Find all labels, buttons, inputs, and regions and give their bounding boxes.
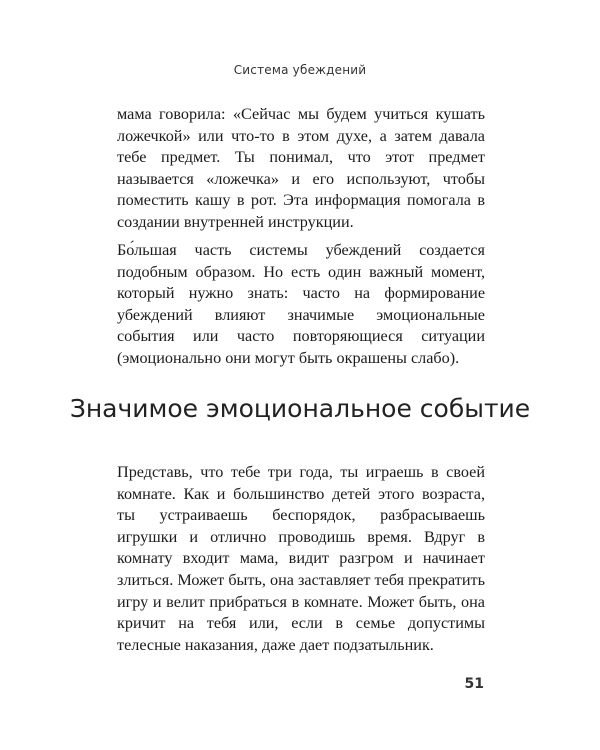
paragraph-2: Бо́льшая часть системы убеждений создается подобным образом. Но есть один важный момент, который нужно знать: часто на формирование убеждений влияют значимые эмоциональные события или часто повторяющиеся ситуации (эмоционально они могут быть окрашены слабо).	[117, 241, 485, 367]
page-number: 51	[464, 676, 484, 692]
section-heading: Значимое эмоциональное событие	[69, 394, 531, 423]
paragraph-1: мама говорила: «Сейчас мы будем учиться кушать ложечкой» или что-то в этом духе, а затем давала тебе предмет. Ты понимал, что этот предмет называется «ложечка» и его используют, чтобы поместить кашу в рот. Эта информация помогала в создании внутренней инструкции.	[117, 105, 485, 231]
running-head: Система убеждений	[233, 63, 367, 77]
paragraph-3: Представь, что тебе три года, ты играешь в своей комнате. Как и большинство детей этого возраста, ты устраиваешь беспорядок, разбрасываешь игрушки и отлично проводишь время. Вдруг в комнату входит мама, видит разгром и начинает злиться. Может быть, она заставляет тебя прекратить игру и велит прибраться в комнате. Может быть, она кричит на тебя или, если в семье допустимы телесные наказания, даже дает подзатыльник.	[117, 463, 485, 654]
